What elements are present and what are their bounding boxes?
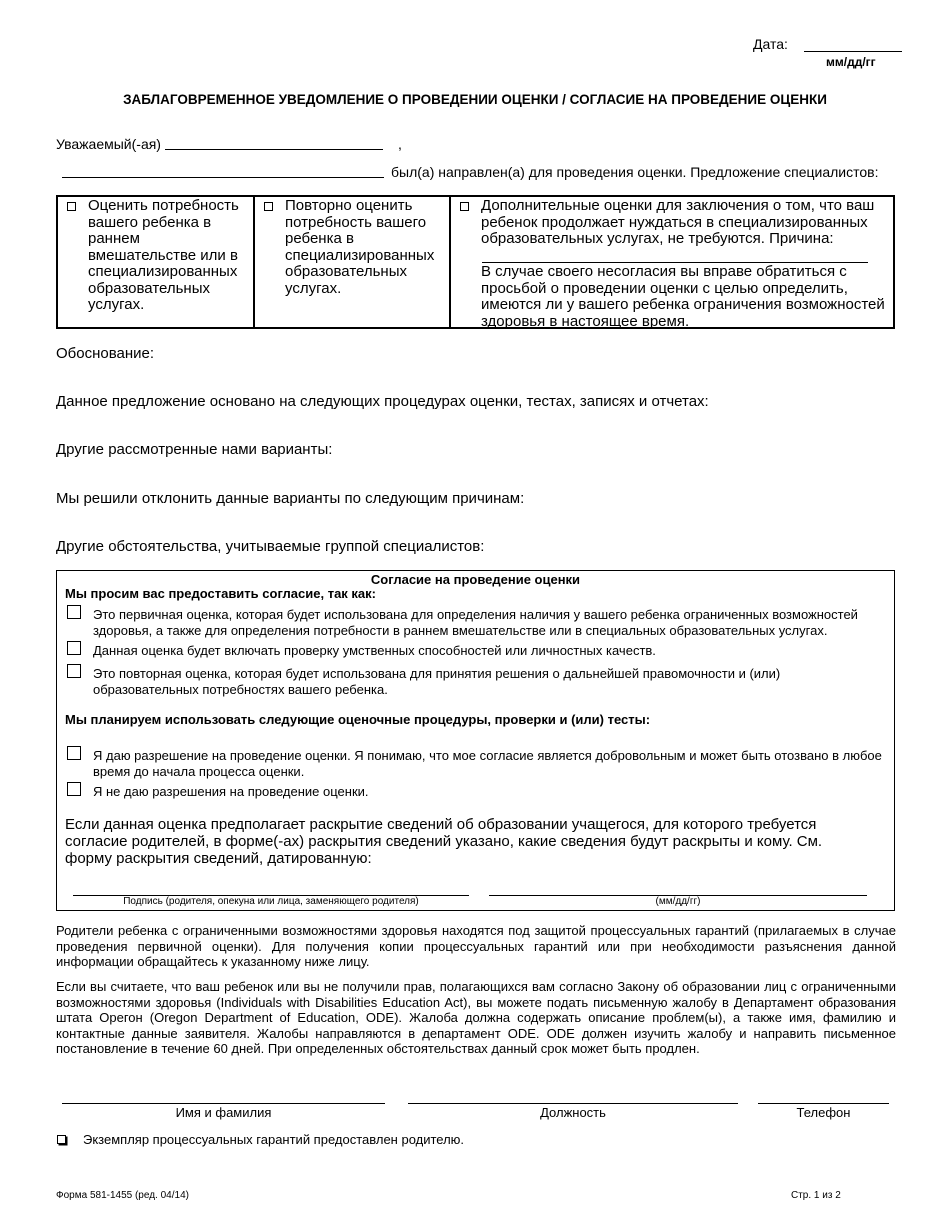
recipient-name-field[interactable] [165, 149, 383, 150]
consent-section [56, 570, 895, 911]
consent-request: Мы просим вас предоставить согласие, так как: [65, 586, 376, 601]
permission-grant-text: Я даю разрешение на проведение оценки. Я понимаю, что мое согласие является добровольным и может быть отозвано в любое время до начала процесса оценки. [93, 748, 882, 779]
option-checkbox[interactable] [67, 202, 76, 211]
page-number: Стр. 1 из 2 [791, 1190, 841, 1201]
contact-position-field[interactable] [408, 1103, 738, 1104]
student-name-field[interactable] [62, 177, 384, 178]
signature-label: Подпись (родителя, опекуна или лица, заменяющего родителя) [123, 896, 419, 907]
reason-initial-text: Это первичная оценка, которая будет использована для определения наличия у вашего ребенка ограниченных возможностей здоровья, а также для определения потребности в раннем вмешательстве или в специальных образовательных услугах. [93, 607, 858, 638]
evaluation-options-table [56, 195, 895, 329]
safeguards-copy-text: Экземпляр процессуальных гарантий предоставлен родителю. [83, 1132, 465, 1147]
based-on-label: Данное предложение основано на следующих процедурах оценки, тестах, записях и отчетах: [56, 393, 709, 410]
other-options-label: Другие рассмотренные нами варианты: [56, 441, 333, 458]
safeguards-copy-checkbox[interactable] [57, 1135, 66, 1144]
reason-checkbox-reevaluation[interactable] [67, 664, 81, 678]
option-reevaluation[interactable] [253, 197, 449, 327]
complaint-paragraph: Если вы считаете, что ваш ребенок или вы не получили прав, полагающихся вам согласно Закону об образовании лиц с ограниченными возможностями здоровья (Individuals with Disabilities Education Act), вы можете подать письменную жалобу в Департамент образования штата Орегон (Oregon Department of Education, ODE). Жалоба должна содержать описание проблем(ы), а также имя, фамилию и контактные данные заявителя. Жалобы направляются в департамент ODE. ODE должен изучить жалобу и направить письменное постановление в течение 60 дней. При определенных обстоятельствах данный срок может быть продлен. [56, 979, 896, 1056]
contact-phone-label: Телефон [796, 1105, 851, 1120]
reason-checkbox-cognitive[interactable] [67, 641, 81, 655]
other-factors-label: Другие обстоятельства, учитываемые группой специалистов: [56, 538, 485, 555]
option-initial-evaluation[interactable] [58, 197, 253, 327]
permission-deny-text: Я не даю разрешения на проведение оценки. [93, 784, 369, 799]
permission-grant-checkbox[interactable] [67, 746, 81, 760]
date-format-hint: мм/дд/гг [826, 55, 876, 69]
contact-phone-field[interactable] [758, 1103, 889, 1104]
option-text: Повторно оценить потребность вашего ребенка в специализированных образовательных услугах. [285, 197, 435, 297]
option-text: Оценить потребность вашего ребенка в раннем вмешательстве или в специализированных образовательных услугах. [88, 197, 239, 313]
option-no-additional-evaluation[interactable] [449, 197, 893, 330]
contact-position-label: Должность [540, 1105, 606, 1120]
option-text: Дополнительные оценки для заключения о том, что ваш ребенок продолжает нуждаться в специализированных образовательных услугах, не требуются. Причина: [481, 197, 875, 247]
reason-cognitive-text: Данная оценка будет включать проверку умственных способностей или личностных качеств. [93, 643, 656, 658]
signature-date-label: (мм/дд/гг) [655, 896, 701, 907]
contact-name-label: Имя и фамилия [175, 1105, 272, 1120]
reason-reevaluation-text: Это повторная оценка, которая будет использована для принятия решения о дальнейшей правомочности и (или) образовательных потребностях вашего ребенка. [93, 666, 781, 697]
consent-title: Согласие на проведение оценки [370, 572, 581, 587]
date-field[interactable] [804, 51, 902, 52]
page-title: ЗАБЛАГОВРЕМЕННОЕ УВЕДОМЛЕНИЕ О ПРОВЕДЕНИИ ОЦЕНКИ / СОГЛАСИЕ НА ПРОВЕДЕНИЕ ОЦЕНКИ [123, 92, 827, 107]
dear-label: Уважаемый(-ая) [56, 136, 161, 152]
justification-label: Обоснование: [56, 345, 155, 362]
option-note: В случае своего несогласия вы вправе обратиться с просьбой о проведении оценки с целью определить, имеются ли у вашего ребенка ограничения возможностей здоровья в настоящее время. [481, 263, 885, 330]
reason-checkbox-initial[interactable] [67, 605, 81, 619]
date-label: Дата: [753, 36, 788, 52]
option-checkbox[interactable] [264, 202, 273, 211]
safeguards-paragraph: Родители ребенка с ограниченными возможностями здоровья находятся под защитой процессуальных гарантий (прилагаемых в случае проведения первичной оценки). Для получения копии процессуальных гарантий или при необходимости разъяснения данной информации обращайтесь к указанному ниже лицу. [56, 923, 896, 969]
permission-deny-checkbox[interactable] [67, 782, 81, 796]
referred-text: был(а) направлен(а) для проведения оценки. Предложение специалистов: [391, 164, 879, 180]
disclosure-text: Если данная оценка предполагает раскрытие сведений об образовании учащегося, для которого требуется согласие родителей, в форме(-ах) раскрытия сведений указано, какие сведения будут раскрыты и кому. См. форму раскрытия сведений, датированную: [65, 816, 823, 867]
option-checkbox[interactable] [460, 202, 469, 211]
rejected-reasons-label: Мы решили отклонить данные варианты по следующим причинам: [56, 490, 525, 507]
greeting-comma: , [398, 136, 402, 152]
contact-name-field[interactable] [62, 1103, 385, 1104]
procedures-label: Мы планируем использовать следующие оценочные процедуры, проверки и (или) тесты: [65, 712, 651, 727]
form-id: Форма 581-1455 (ред. 04/14) [56, 1190, 189, 1201]
